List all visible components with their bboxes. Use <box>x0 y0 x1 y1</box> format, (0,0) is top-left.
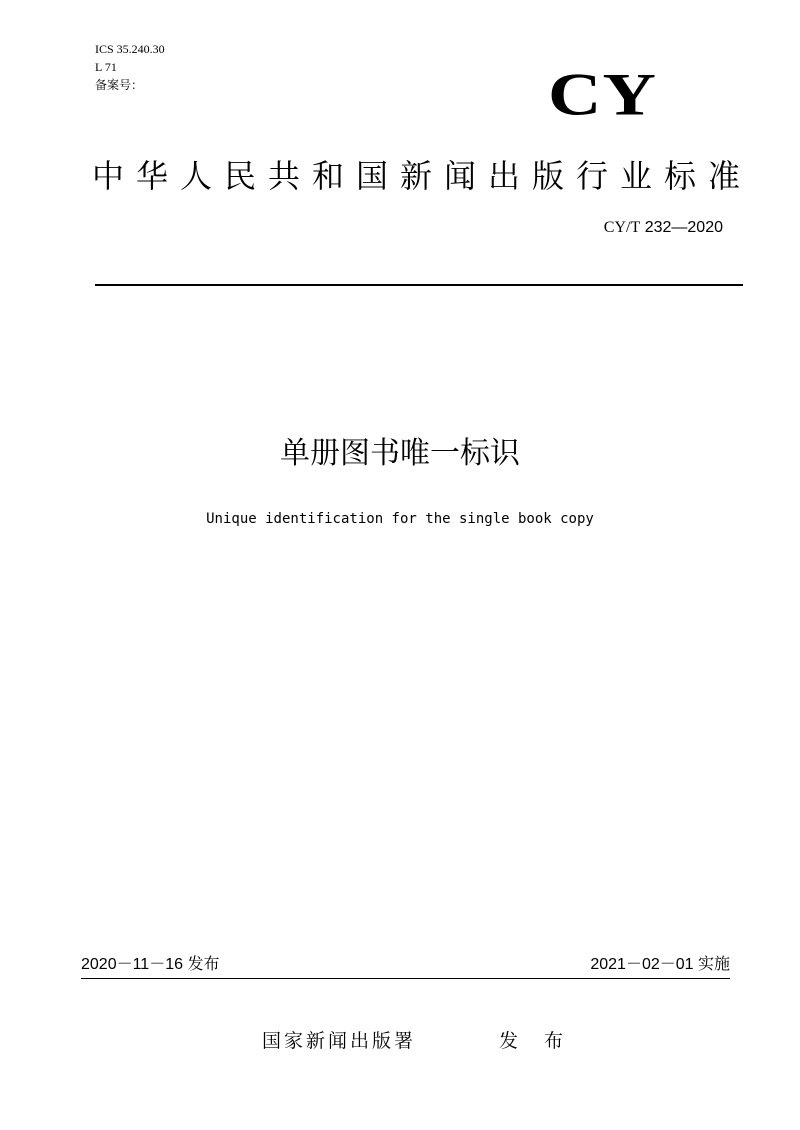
standard-category-name: 中华人民共和国新闻出版行业标准 <box>92 157 753 195</box>
header-divider <box>95 284 743 286</box>
publish-date: 2020－11－16 发布 <box>81 956 220 973</box>
issue-label: 发 布 <box>499 1030 574 1052</box>
classification-code: L 71 <box>95 60 117 74</box>
cy-logo: CY <box>548 61 657 129</box>
implement-date: 2021－02－01 实施 <box>590 956 730 973</box>
ics-code: ICS 35.240.30 <box>95 42 165 56</box>
document-title-zh: 单册图书唯一标识 <box>280 436 520 471</box>
issuing-authority: 国家新闻出版署 <box>262 1030 417 1052</box>
standard-number <box>604 216 723 240</box>
date-row <box>81 952 730 979</box>
document-title-en: Unique identification for the single book copy <box>206 511 594 527</box>
standard-number-value: 232—2020 <box>644 219 723 236</box>
standard-number-prefix: CY/T <box>603 219 641 236</box>
document-metadata <box>95 40 165 94</box>
record-number-label: 备案号： <box>95 78 144 92</box>
